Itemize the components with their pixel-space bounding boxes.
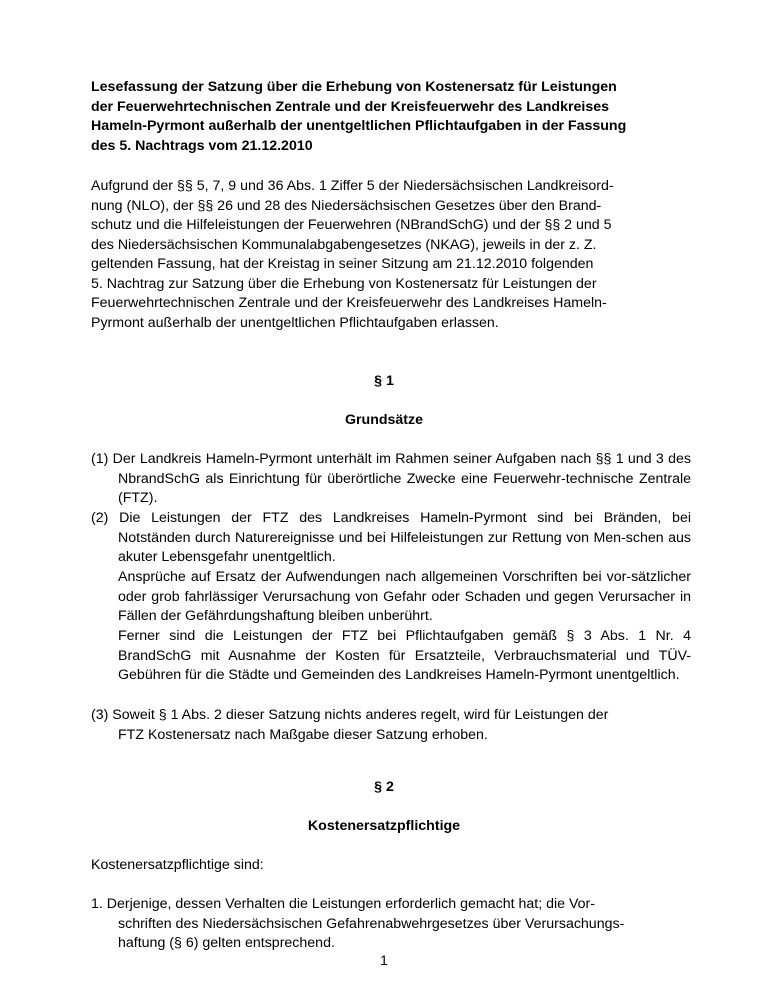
section-2-item-1 [91, 895, 691, 954]
item-line: FTZ Kostenersatz nach Maßgabe dieser Satzung erhoben. [118, 726, 488, 743]
item-line: 1. Derjenige, dessen Verhalten die Leistungen erforderlich gemacht hat; die Vor- [91, 896, 595, 912]
section-1-item-1: (1) Der Landkreis Hameln-Pyrmont unterhält im Rahmen seiner Aufgaben nach §§ 1 und 3 des NbrandSchG als Einrichtung für überörtliche Zwecke eine Feuerwehr-technische Zentrale (FTZ). [91, 451, 691, 506]
preamble-line: Feuerwehrtechnischen Zentrale und der Kreisfeuerwehr des Landkreises Hameln- [91, 295, 607, 311]
preamble [91, 177, 691, 333]
preamble-line: Pyrmont außerhalb der unentgeltlichen Pflichtaufgaben erlassen. [91, 314, 499, 331]
preamble-line: Aufgrund der §§ 5, 7, 9 und 36 Abs. 1 Ziffer 5 der Niedersächsischen Landkreisord- [91, 178, 614, 194]
section-2-intro: Kostenersatzpflichtige sind: [91, 857, 264, 873]
preamble-line: schutz und die Hilfeleistungen der Feuerwehren (NBrandSchG) und der §§ 2 und 5 [91, 217, 612, 233]
title-line: des 5. Nachtrags vom 21.12.2010 [91, 137, 313, 154]
section-2-number: § 2 [374, 779, 394, 795]
section-1-heading: Grundsätze [344, 412, 424, 428]
title-line: Lesefassung der Satzung über die Erhebung von Kostenersatz für Leistungen [91, 79, 617, 95]
section-1-item-2-paragraph-2: Ansprüche auf Ersatz der Aufwendungen nach allgemeinen Vorschriften bei vor-sätzlicher oder grob fahrlässiger Verursachung von Gefahr oder Schaden und gegen Verursacher in Fällen der Gefährdungshaftung bleiben unberührt. [118, 569, 691, 624]
document-title [91, 78, 691, 156]
title-line: Hameln-Pyrmont außerhalb der unentgeltlichen Pflichtaufgaben in der Fassung [91, 118, 627, 134]
item-line: schriften des Niedersächsischen Gefahrenabwehrgesetzes über Verursachungs- [118, 915, 625, 932]
page-number: 1 [380, 953, 388, 969]
title-line: der Feuerwehrtechnischen Zentrale und der Kreisfeuerwehr des Landkreises [91, 98, 610, 115]
item-line: haftung (§ 6) gelten entsprechend. [118, 935, 335, 951]
section-2-heading: Kostenersatzpflichtige [307, 818, 461, 834]
section-1-number: § 1 [374, 373, 394, 389]
preamble-line: geltenden Fassung, hat der Kreistag in seiner Sitzung am 21.12.2010 folgenden [91, 256, 594, 272]
preamble-line: des Niedersächsischen Kommunalabgabengesetzes (NKAG), jeweils in der z. Z. [91, 236, 597, 253]
section-1-item-2: (2) Die Leistungen der FTZ des Landkreises Hameln-Pyrmont sind bei Bränden, bei Notständen durch Naturereignisse und bei Hilfeleistungen zur Rettung von Men-schen aus akuter Lebensgefahr unentgeltlich. [91, 510, 691, 565]
preamble-line: nung (NLO), der §§ 26 und 28 des Niedersächsischen Gesetzes über den Brand- [91, 197, 602, 214]
item-line: (3) Soweit § 1 Abs. 2 dieser Satzung nichts anderes regelt, wird für Leistungen der [91, 707, 609, 723]
section-1-item-2-paragraph-3: Ferner sind die Leistungen der FTZ bei Pflichtaufgaben gemäß § 3 Abs. 1 Nr. 4 BrandSchG mit Ausnahme der Kosten für Ersatzteile, Verbrauchsmaterial und TÜV-Gebühren für die Städte und Gemeinden des Landkreises Hameln-Pyrmont unentgeltlich. [118, 628, 691, 683]
section-1-item-3 [91, 706, 691, 745]
preamble-line: 5. Nachtrag zur Satzung über die Erhebung von Kostenersatz für Leistungen der [91, 275, 597, 292]
